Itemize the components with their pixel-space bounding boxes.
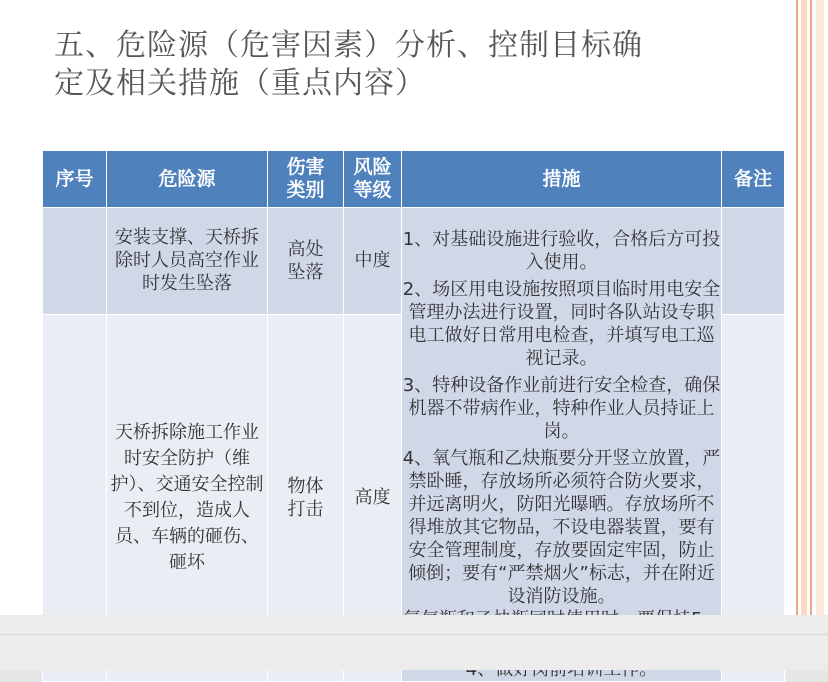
cell-injury: 物体打击 [268, 314, 344, 681]
header-injury-line2: 类别 [286, 179, 325, 201]
cell-hazard: 安装支撑、天桥拆除时人员高空作业时发生坠落 [107, 208, 268, 315]
header-injury-type [268, 151, 344, 208]
header-risk-line2: 等级 [353, 179, 392, 201]
table-row [43, 208, 785, 315]
cell-measures [402, 208, 722, 682]
cell-hazard: 天桥拆除施工作业时安全防护（维护）、交通安全控制不到位，造成人员、车辆的砸伤、砸坏 [107, 314, 268, 681]
cell-no [43, 208, 107, 315]
cell-risk: 高度 [344, 314, 402, 681]
bottom-divider [0, 634, 828, 635]
cell-injury: 高处坠落 [268, 208, 344, 315]
slide-side-decoration [792, 0, 828, 615]
measure-item: 4、氧气瓶和乙炔瓶要分开竖立放置，严禁卧睡，存放场所必须符合防火要求，并远离明火，防阳光曝晒。存放场所不得堆放其它物品，不设电器装置，要有安全管理制度，存放要固定牢固，防止倾倒；要有“严禁烟火”标志，并在附近设消防设施。 [402, 448, 721, 607]
measure-item: 2、场区用电设施按照项目临时用电安全管理办法进行设置，同时各队站设专职电工做好日常用电检查，并填写电工巡视记录。 [402, 279, 721, 369]
header-injury-line1: 伤害 [286, 156, 325, 178]
cell-remarks [722, 208, 785, 315]
header-measures: 措施 [402, 151, 722, 208]
hazard-table [42, 150, 785, 682]
title-line-2: 定及相关措施（重点内容） [54, 66, 426, 101]
measure-item: 3、特种设备作业前进行安全检查，确保机器不带病作业，特种作业人员持证上岗。 [402, 375, 721, 442]
cell-risk: 中度 [344, 208, 402, 315]
header-risk-line1: 风险 [353, 156, 392, 178]
window-bottom-area [0, 615, 828, 670]
measure-item: 1、对基础设施进行验收，合格后方可投入使用。 [402, 229, 721, 273]
title-line-1: 五、危险源（危害因素）分析、控制目标确 [54, 28, 643, 63]
header-remarks: 备注 [722, 151, 785, 208]
table-header-row [43, 151, 785, 208]
slide-title [54, 27, 754, 103]
header-hazard: 危险源 [107, 151, 268, 208]
header-no: 序号 [43, 151, 107, 208]
header-risk-level [344, 151, 402, 208]
